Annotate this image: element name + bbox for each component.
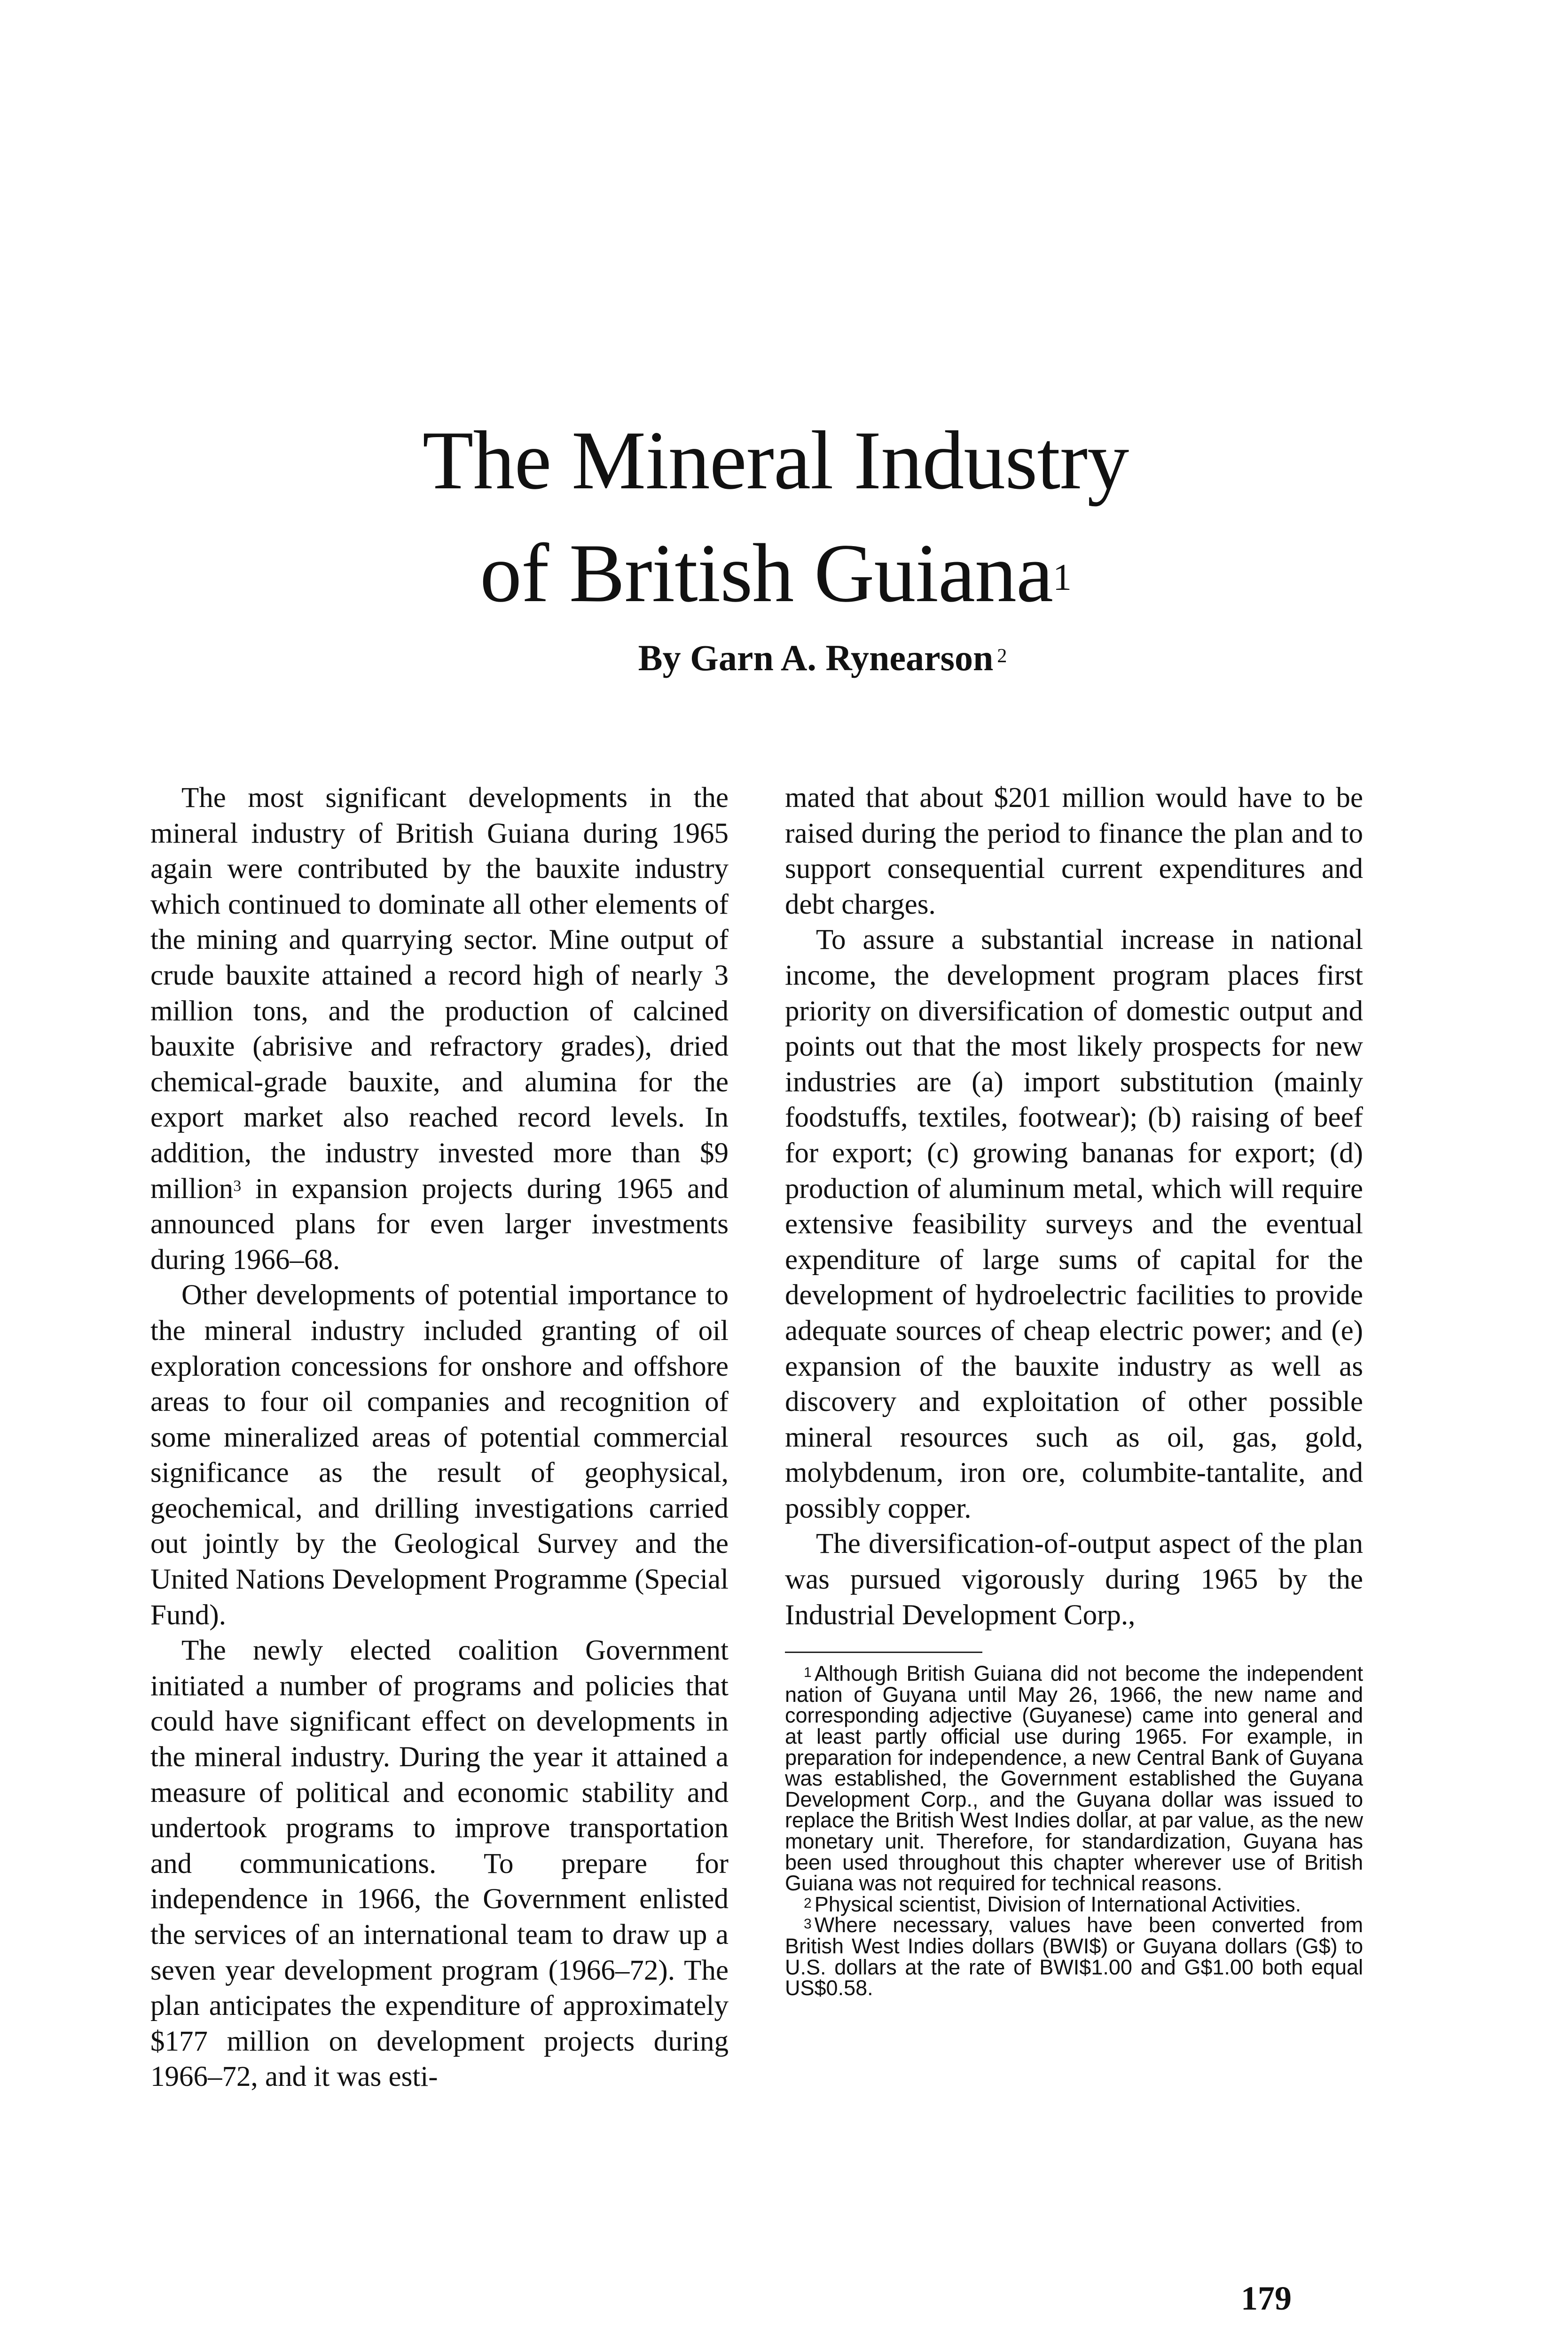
footnote-3-text: Where necessary, values have been converted from British West Indies dollars (BWI$) or Guyana dollars (G$) to U.S. dollars at the rate of BWI$1.00 and G$1.00 both equal US$0.58. [785,1913,1363,2000]
author-byline-text: By Garn A. Rynearson [638,637,994,678]
author-footnote-ref: 2 [997,645,1007,667]
paragraph-3: The newly elected coalition Government initiated a number of programs and policies that could have significant effect on developments in the mineral industry. During the year it attained a measure of political and economic stability and undertook programs to improve transportation and communications. To prepare for independence in 1966, the Government enlisted the services of an international team to draw up a seven year development program (1966–72). The plan anticipates the expenditure of approximately $177 million on development projects during 1966–72, and it was esti- [150,1635,729,2093]
footnote-divider [785,1652,982,1653]
title-footnote-ref: 1 [1052,557,1071,599]
author-byline [494,632,1152,684]
paragraph-1-part-a: The most significant developments in the mineral industry of British Guiana during 1965 again were contributed by the bauxite industry which continued to dominate all other elements of the mining and quarrying sector. Mine output of crude bauxite attained a record high of nearly 3 million tons, and the production of calcined bauxite (abrisive and refractory grades), dried chemical-grade bauxite, and alumina for the export market also reached record levels. In addition, the industry invested more than $9 million [150,782,729,1205]
footnote-1-text: Although British Guiana did not become the independent nation of Guyana until May 26, 1966, the new name and corresponding adjective (Guyanese) came into general and at least partly official use during 1965. For example, in preparation for independence, a new Central Bank of Guyana was established, the Government established the Guyana Development Corp., and the Guyana dollar was issued to replace the British West Indies dollar, at par value, as the new monetary unit. Therefore, for standardization, Guyana has been used throughout this chapter wherever use of British Guiana was not required for technical reasons. [785,1661,1363,1896]
page-title [329,404,1222,629]
paragraph-5: The diversification-of-output aspect of the plan was pursued vigorously during 1965 by the Industrial Development Corp., [785,1528,1363,1631]
paragraph-1-part-b: in expansion projects during 1965 and announced plans for even larger investments during 1966–68. [150,1173,729,1276]
paragraph-1 [150,780,729,1277]
title-line-1: The Mineral Industry [422,414,1129,507]
footnote-2 [785,1894,1363,1915]
paragraph-4: To assure a substantial increase in national income, the development program places first priority on diversification of domestic output and points out that the most likely prospects for new industries are (a) import substitution (mainly foodstuffs, textiles, footwear); (b) raising of beef for export; (c) growing bananas for export; (d) production of aluminum metal, which will require extensive feasibility surveys and the eventual expenditure of large sums of capital for the development of hydroelectric facilities to provide adequate sources of cheap electric power; and (e) expansion of the bauxite industry as well as discovery and exploitation of other possible mineral resources such as oil, gas, gold, molybdenum, iron ore, columbite-tantalite, and possibly copper. [785,924,1363,1524]
footnote-3 [785,1915,1363,1998]
page-number: 179 [1241,2280,1292,2317]
footnote-1 [785,1663,1363,1894]
right-column [785,780,1363,1999]
footnote-3-marker: 3 [804,1916,812,1932]
footnote-1-marker: 1 [804,1665,812,1681]
title-line-2-text: of British Guiana [480,526,1053,620]
left-column [150,780,729,2095]
footnotes [785,1663,1363,1999]
title-line-2 [329,517,1222,629]
paragraph-3-continued: mated that about $201 million would have to be raised during the period to finance the plan and to support consequential current expenditures and debt charges. [785,782,1363,920]
footnote-2-text: Physical scientist, Division of International Activities. [814,1892,1301,1916]
paragraph-2: Other developments of potential importance to the mineral industry included granting of oil exploration concessions for onshore and offshore areas to four oil companies and recognition of some mineralized areas of potential commercial significance as the result of geophysical, geochemical, and drilling investigations carried out jointly by the Geological Survey and the United Nations Development Programme (Special Fund). [150,1279,729,1631]
footnote-ref-3: 3 [233,1177,242,1195]
footnote-2-marker: 2 [804,1895,812,1911]
